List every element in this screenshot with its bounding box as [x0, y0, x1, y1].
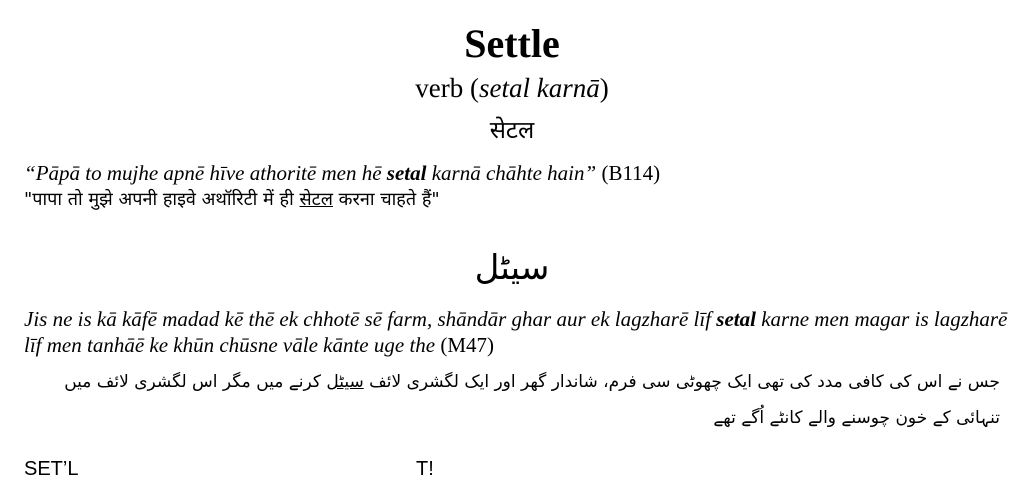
pos-open-paren: ( [463, 73, 479, 103]
example-2-transliteration [24, 306, 1014, 358]
urdu-headword: سیٹل [474, 248, 550, 288]
part-of-speech-line [0, 72, 1024, 104]
devanagari-headword: सेटल [489, 116, 535, 144]
example-2-urdu-keyword: سیٹل [326, 372, 364, 392]
pos-close-paren: ) [599, 73, 609, 103]
example-2-urdu-after: کرنے میں مگر اس لگشری لائف میں تنہائی کے خون چوسنے والے کانٹے اُگے تھے [64, 372, 1000, 428]
part-of-speech: verb [415, 73, 464, 103]
example-2-keyword: setal [716, 307, 756, 331]
example-2-urdu [20, 364, 1000, 436]
example-2-text-before: Jis ne is kā kāfē madad kē thē ek chhotē sē farm, shāndār ghar aur ek lagzharē līf [24, 307, 717, 331]
headword: Settle [464, 21, 560, 66]
example-1-hindi [24, 186, 1014, 214]
example-1-close-quote: ” [584, 161, 597, 185]
pronunciation-left: SET’L [24, 458, 79, 480]
example-1-keyword: setal [386, 161, 427, 185]
example-1-reference: (B114) [596, 161, 661, 185]
example-1-transliteration [24, 160, 1014, 186]
example-1-hindi-keyword: सेटल [299, 189, 333, 210]
example-2-reference: (M47) [435, 333, 495, 357]
example-1-text-before: Pāpā to mujhe apnē hīve athoritē men hē [35, 161, 387, 185]
example-1-hindi-before: "पापा तो मुझे अपनी हाइवे अथॉरिटी में ही [24, 189, 300, 210]
transliteration: setal karnā [478, 73, 600, 103]
example-2-urdu-before: جس نے اس کی کافی مدد کی تھی ایک چھوٹی سی فرم، شاندار گھر اور ایک لگشری لائف [363, 372, 1000, 392]
example-1-hindi-after: करना चाहते हैं" [332, 189, 440, 210]
pronunciation-right: T! [416, 458, 434, 480]
example-1-open-quote: “ [24, 161, 36, 185]
example-1-text-after: karnā chāhte hain [426, 161, 585, 185]
example-2-text-after: karne men magar is lagzharē līf men tanhāē ke khūn chūsne vāle kānte uge the [24, 307, 1008, 357]
